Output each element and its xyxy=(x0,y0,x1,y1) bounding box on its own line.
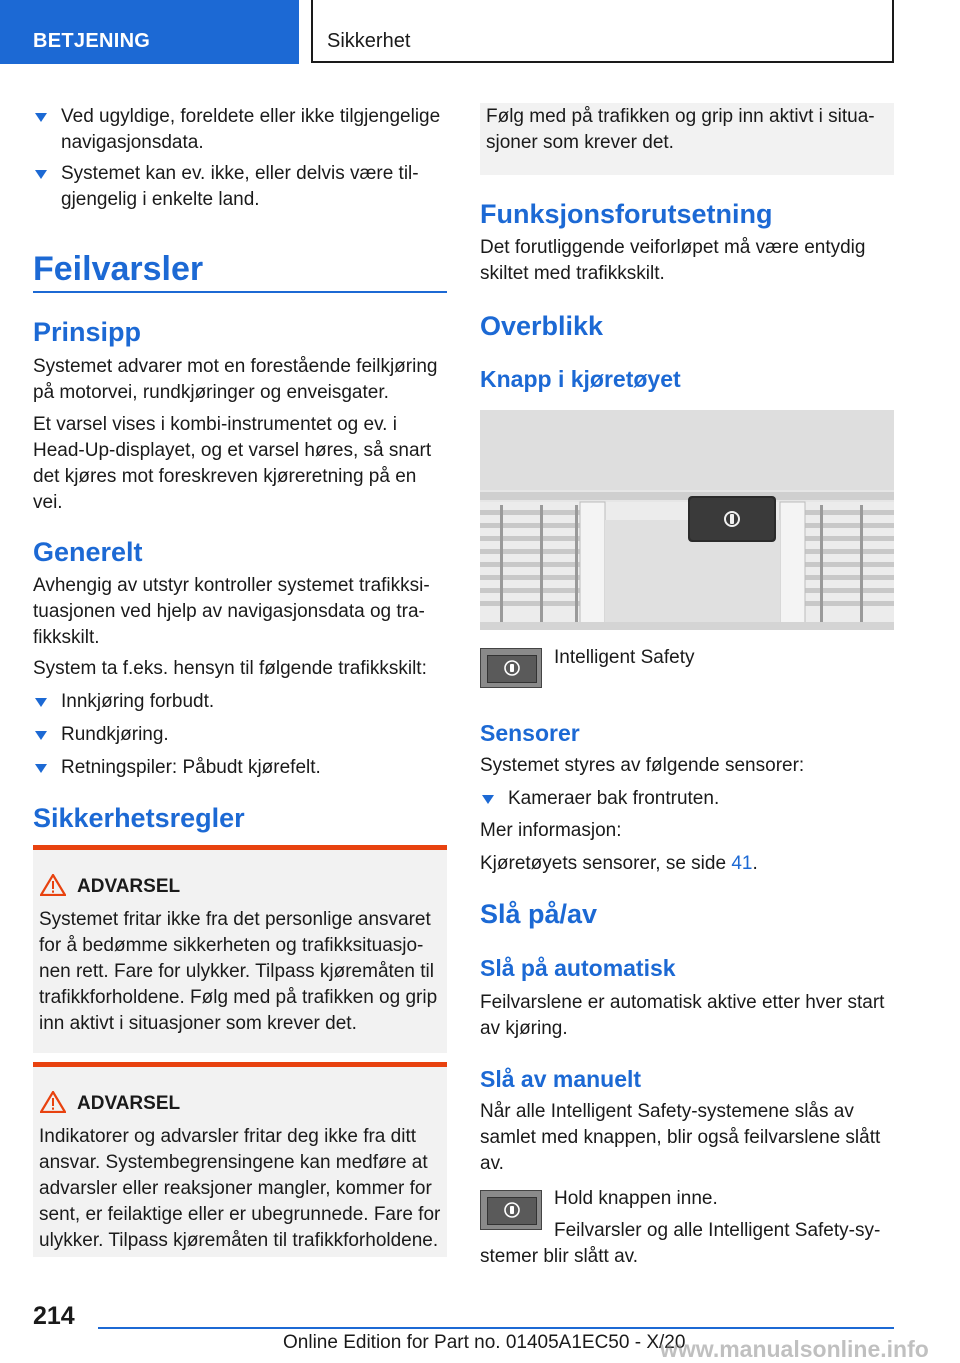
paragraph: Avhengig av utstyr kontroller systemet trafikksi- tuasjonen ved hjelp av navigasjonsdata og tra- fikkskilt. xyxy=(33,575,430,648)
heading-sensors: Sensorer xyxy=(480,720,580,746)
warning-continuation-box xyxy=(480,103,894,175)
button-label: Intelligent Safety xyxy=(554,647,695,668)
heading-principle: Prinsipp xyxy=(33,317,142,347)
paragraph: System ta f.eks. hensyn til følgende trafikkskilt: xyxy=(33,658,427,679)
dashboard-button-photo xyxy=(480,410,894,630)
edition-text: Online Edition for Part no. 01405A1EC50 - X/20 xyxy=(283,1332,686,1353)
bullet-arrow-icon xyxy=(35,764,47,773)
section-tab xyxy=(0,0,299,64)
instruction-result: Feilvarsler og alle Intelligent Safety-sy- xyxy=(554,1220,881,1241)
list-item: Innkjøring forbudt. xyxy=(61,691,215,712)
warning-label: ADVARSEL xyxy=(77,876,181,897)
instruction-step: Hold knappen inne. xyxy=(554,1188,718,1209)
warning-triangle-icon xyxy=(40,874,66,896)
section-title: BETJENING xyxy=(33,30,151,52)
bullet-arrow-icon xyxy=(35,113,47,122)
instruction-result: stemer blir slått av. xyxy=(480,1246,639,1267)
list-item: Ved ugyldige, foreldete eller ikke tilgjengelige navigasjonsdata. xyxy=(61,106,441,153)
heading-on-off: Slå på/av xyxy=(480,899,598,929)
page-number: 214 xyxy=(33,1302,75,1330)
warning-label: ADVARSEL xyxy=(77,1093,181,1114)
list-item: Rundkjøring. xyxy=(61,724,169,745)
footer-divider xyxy=(98,1327,894,1329)
paragraph: Systemet styres av følgende sensorer: xyxy=(480,755,805,776)
bullet-arrow-icon xyxy=(35,170,47,179)
paragraph: Mer informasjon: xyxy=(480,820,622,841)
paragraph: Systemet advarer mot en forestående feilkjøring på motorvei, rundkjøringer og enveisgater. xyxy=(33,356,438,403)
heading-function-requirement: Funksjonsforutsetning xyxy=(480,199,773,229)
bullet-arrow-icon xyxy=(482,795,494,804)
heading-auto-on: Slå på automatisk xyxy=(480,955,676,981)
title-divider xyxy=(33,291,447,293)
list-item: Systemet kan ev. ikke, eller delvis være til- gjengelig i enkelte land. xyxy=(61,163,419,210)
page-title: Feilvarsler xyxy=(33,250,204,288)
cross-reference: Kjøretøyets sensorer, se side 41. xyxy=(480,853,758,874)
paragraph: Feilvarslene er automatisk aktive etter hver start av kjøring. xyxy=(480,992,885,1039)
list-item: Kameraer bak frontruten. xyxy=(508,788,720,809)
warning-text: Indikatorer og advarsler fritar deg ikke fra ditt ansvar. Systembegrensingene kan medføre at advarsler eller reaksjoner mangler, kommer for sent, er feilaktige eller er ubegrunnede. Fare for ulykker. Tilpass kjøremåten til trafikkforholdene. xyxy=(39,1126,441,1251)
warning-text: Følg med på trafikken og grip inn aktivt i situa- sjoner som krever det. xyxy=(486,106,875,153)
bullet-arrow-icon xyxy=(35,698,47,707)
heading-overview: Overblikk xyxy=(480,311,604,341)
intelligent-safety-button-icon xyxy=(480,1190,542,1230)
warning-box xyxy=(33,845,447,1053)
watermark: www.manualsonline.info xyxy=(660,1336,929,1362)
paragraph: Det forutliggende veiforløpet må være entydig skiltet med trafikkskilt. xyxy=(480,237,866,284)
list-item: Retningspiler: Påbudt kjørefelt. xyxy=(61,757,321,778)
intelligent-safety-button-icon xyxy=(480,648,542,688)
paragraph: Når alle Intelligent Safety-systemene slås av samlet med knappen, blir også feilvarslene slått av. xyxy=(480,1101,881,1174)
subsection-tab xyxy=(311,0,894,63)
heading-manual-off: Slå av manuelt xyxy=(480,1066,642,1092)
page-link[interactable]: 41 xyxy=(731,853,753,874)
warning-text: Systemet fritar ikke fra det personlige ansvaret for å bedømme sikkerheten og trafikksituasjo- nen rett. Fare for ulykker. Tilpass kjøremåten til trafikkforholdene. Følg med på trafikken og grip inn aktivt i situasjoner som krever det. xyxy=(39,909,438,1034)
heading-safety: Sikkerhetsregler xyxy=(33,803,245,833)
warning-box xyxy=(33,1062,447,1257)
subsection-title: Sikkerhet xyxy=(327,30,411,52)
bullet-arrow-icon xyxy=(35,731,47,740)
warning-triangle-icon xyxy=(40,1091,66,1113)
heading-general: Generelt xyxy=(33,537,143,567)
heading-button-in-vehicle: Knapp i kjøretøyet xyxy=(480,366,681,392)
paragraph: Et varsel vises i kombi-instrumentet og ev. i Head-Up-displayet, og et varsel høres, så snart det kjøres mot foreskreven kjøreretning på en vei. xyxy=(33,414,432,513)
